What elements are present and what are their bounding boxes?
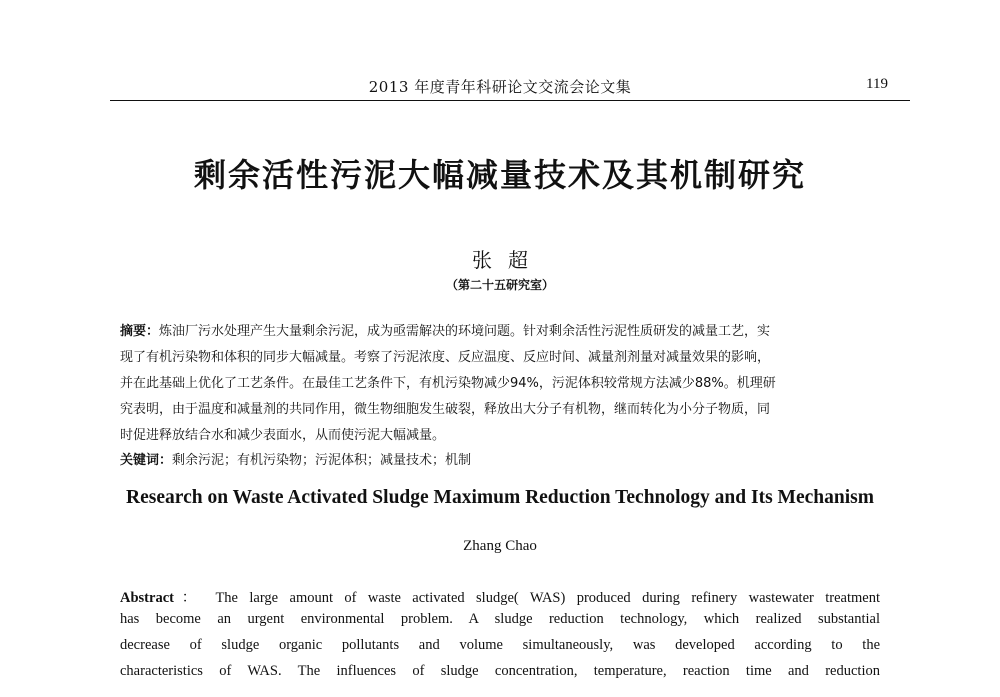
abstract-cn-line: 并在此基础上优化了工艺条件。在最佳工艺条件下，有机污染物减少94%，污泥体积较常规方法减少88%。机理研: [120, 376, 776, 391]
abstract-en-colon: ：: [173, 590, 205, 606]
abstract-cn-line: 现了有机污染物和体积的同步大幅减量。考察了污泥浓度、反应温度、反应时间、减量剂剂量对减量效果的影响，: [120, 350, 771, 365]
header-rule: [110, 100, 910, 101]
keywords-cn-text: 剩余污泥；有机污染物；污泥体积；减量技术；机制: [172, 453, 472, 468]
abstract-cn-line: [120, 320, 880, 339]
abstract-cn-line: 究表明，由于温度和减量剂的共同作用，微生物细胞发生破裂，释放出大分子有机物，继而转化为小分子物质，同: [120, 402, 771, 417]
abstract-en-line: [120, 586, 880, 607]
affiliation-cn: （第二十五研究室）: [445, 278, 554, 292]
abstract-en-label: Abstract: [120, 590, 174, 606]
paper-title-en: Research on Waste Activated Sludge Maximum Reduction Technology and Its Mechanism: [126, 487, 874, 508]
running-header-title: 2013 年度青年科研论文交流会论文集: [368, 78, 632, 96]
abstract-cn-text: 炼油厂污水处理产生大量剩余污泥，成为亟需解决的环境问题。针对剩余活性污泥性质研发的减量工艺，实: [159, 324, 771, 339]
page-number: 119: [866, 76, 888, 92]
abstract-en-line: characteristics of WAS. The influences of sludge concentration, temperature, reaction time and reduction: [120, 663, 880, 679]
author-name-en: Zhang Chao: [463, 538, 537, 554]
keywords-cn-label: 关键词：: [120, 453, 173, 468]
abstract-en-line: decrease of sludge organic pollutants and volume simultaneously, was developed according to the: [120, 637, 880, 653]
keywords-cn: [120, 449, 880, 468]
author-name-cn: 张超: [472, 248, 544, 272]
abstract-en-line: has become an urgent environmental problem. A sludge reduction technology, which realized substantial: [120, 611, 880, 627]
abstract-cn-label: 摘要：: [120, 324, 160, 339]
paper-title-cn: 剩余活性污泥大幅减量技术及其机制研究: [193, 156, 806, 194]
abstract-cn-line: 时促进释放结合水和减少表面水，从而使污泥大幅减量。: [120, 428, 446, 443]
abstract-en-text: The large amount of waste activated sludge( WAS) produced during refinery wastewater treatment: [215, 590, 880, 606]
